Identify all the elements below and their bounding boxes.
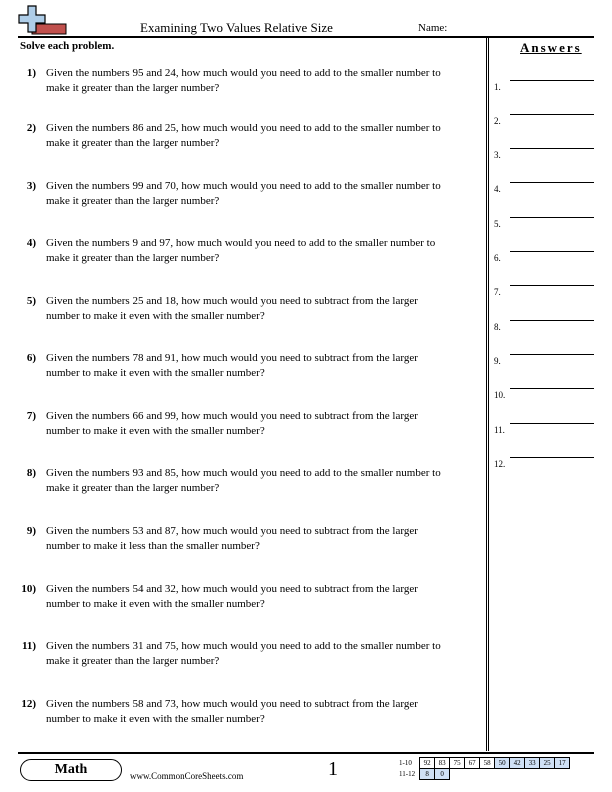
problem-number: 3) bbox=[26, 180, 36, 192]
problem-text-line: Given the numbers 58 and 73, how much would you need to subtract from the larger bbox=[46, 698, 418, 710]
problem-number: 11) bbox=[21, 640, 36, 652]
score-key-row bbox=[398, 758, 570, 769]
problem-text-line: make it greater than the larger number? bbox=[46, 137, 220, 149]
answer-label: 4. bbox=[494, 184, 501, 194]
problem-text-line: Given the numbers 25 and 18, how much would you need to subtract from the larger bbox=[46, 295, 418, 307]
answer-label: 12. bbox=[494, 459, 506, 469]
answer-label: 2. bbox=[494, 116, 501, 126]
answer-label: 5. bbox=[494, 219, 501, 229]
problem-text-line: number to make it even with the smaller number? bbox=[46, 425, 265, 437]
answer-label: 11. bbox=[494, 425, 505, 435]
problem-text-line: Given the numbers 66 and 99, how much would you need to subtract from the larger bbox=[46, 410, 418, 422]
answer-blank-2[interactable] bbox=[510, 114, 594, 115]
problem-text-line: Given the numbers 9 and 97, how much would you need to add to the smaller number to bbox=[46, 237, 436, 249]
answer-label: 3. bbox=[494, 150, 501, 160]
page-number: 1 bbox=[328, 758, 338, 780]
score-cell: 42 bbox=[510, 758, 525, 769]
problem-text-line: Given the numbers 95 and 24, how much would you need to add to the smaller number to bbox=[46, 67, 441, 79]
problem-text-line: Given the numbers 78 and 91, how much would you need to subtract from the larger bbox=[46, 352, 418, 364]
answer-label: 9. bbox=[494, 356, 501, 366]
problem-number: 8) bbox=[26, 467, 36, 479]
problem-number: 12) bbox=[21, 698, 36, 710]
score-cell: 8 bbox=[420, 769, 435, 780]
instructions: Solve each problem. bbox=[20, 40, 115, 52]
problem-number: 5) bbox=[26, 295, 36, 307]
answer-blank-8[interactable] bbox=[510, 320, 594, 321]
problem-text-line: number to make it even with the smaller number? bbox=[46, 367, 265, 379]
problem-number: 9) bbox=[26, 525, 36, 537]
score-key-row bbox=[398, 769, 570, 780]
score-cell: 50 bbox=[495, 758, 510, 769]
answer-blank-3[interactable] bbox=[510, 148, 594, 149]
page-title: Examining Two Values Relative Size bbox=[140, 20, 333, 35]
problem-text-line: Given the numbers 86 and 25, how much would you need to add to the smaller number to bbox=[46, 122, 441, 134]
answer-blank-4[interactable] bbox=[510, 182, 594, 183]
problem-text-line: number to make it less than the smaller number? bbox=[46, 540, 260, 552]
score-cell: 25 bbox=[540, 758, 555, 769]
score-cell: 17 bbox=[555, 758, 570, 769]
score-cell: 67 bbox=[465, 758, 480, 769]
answer-label: 7. bbox=[494, 287, 501, 297]
answer-label: 8. bbox=[494, 322, 501, 332]
problem-text-line: number to make it even with the smaller number? bbox=[46, 310, 265, 322]
score-key-label: 11-12 bbox=[399, 770, 416, 778]
problem-number: 2) bbox=[26, 122, 36, 134]
answer-label: 10. bbox=[494, 390, 506, 400]
score-key bbox=[398, 757, 570, 780]
answer-blank-7[interactable] bbox=[510, 285, 594, 286]
answer-blank-1[interactable] bbox=[510, 80, 594, 81]
score-cell: 75 bbox=[450, 758, 465, 769]
answers-title: Answers bbox=[520, 40, 582, 55]
name-label: Name: bbox=[418, 22, 448, 34]
score-cell: 92 bbox=[420, 758, 435, 769]
problem-text-line: Given the numbers 53 and 87, how much would you need to subtract from the larger bbox=[46, 525, 418, 537]
problem-number: 7) bbox=[26, 410, 36, 422]
answer-label: 1. bbox=[494, 82, 501, 92]
problem-number: 4) bbox=[26, 237, 36, 249]
problem-text-line: make it greater than the larger number? bbox=[46, 82, 220, 94]
problem-text-line: Given the numbers 93 and 85, how much would you need to add to the smaller number to bbox=[46, 467, 441, 479]
problem-text-line: number to make it even with the smaller number? bbox=[46, 713, 265, 725]
footer-rule bbox=[18, 752, 594, 754]
answer-blank-10[interactable] bbox=[510, 388, 594, 389]
problem-text-line: number to make it even with the smaller number? bbox=[46, 598, 265, 610]
subject-badge: Math bbox=[20, 759, 122, 781]
site-url: www.CommonCoreSheets.com bbox=[130, 771, 244, 781]
score-cell: 33 bbox=[525, 758, 540, 769]
problem-number: 6) bbox=[26, 352, 36, 364]
problem-text-line: Given the numbers 99 and 70, how much would you need to add to the smaller number to bbox=[46, 180, 441, 192]
problem-number: 10) bbox=[21, 583, 36, 595]
score-cell: 83 bbox=[435, 758, 450, 769]
header-rule bbox=[18, 36, 594, 38]
score-cell: 58 bbox=[480, 758, 495, 769]
answer-blank-9[interactable] bbox=[510, 354, 594, 355]
column-divider bbox=[486, 37, 489, 751]
score-cell: 0 bbox=[435, 769, 450, 780]
problem-text-line: Given the numbers 31 and 75, how much would you need to add to the smaller number to bbox=[46, 640, 441, 652]
answer-blank-11[interactable] bbox=[510, 423, 594, 424]
score-key-spacer bbox=[450, 769, 570, 780]
problem-text-line: make it greater than the larger number? bbox=[46, 252, 220, 264]
score-key-label: 1-10 bbox=[399, 759, 412, 767]
plus-logo-icon bbox=[18, 4, 68, 36]
answer-label: 6. bbox=[494, 253, 501, 263]
answer-blank-6[interactable] bbox=[510, 251, 594, 252]
problem-number: 1) bbox=[26, 67, 36, 79]
problem-text-line: make it greater than the larger number? bbox=[46, 655, 220, 667]
answer-blank-5[interactable] bbox=[510, 217, 594, 218]
answer-blank-12[interactable] bbox=[510, 457, 594, 458]
problem-text-line: Given the numbers 54 and 32, how much would you need to subtract from the larger bbox=[46, 583, 418, 595]
problem-text-line: make it greater than the larger number? bbox=[46, 482, 220, 494]
problem-text-line: make it greater than the larger number? bbox=[46, 195, 220, 207]
